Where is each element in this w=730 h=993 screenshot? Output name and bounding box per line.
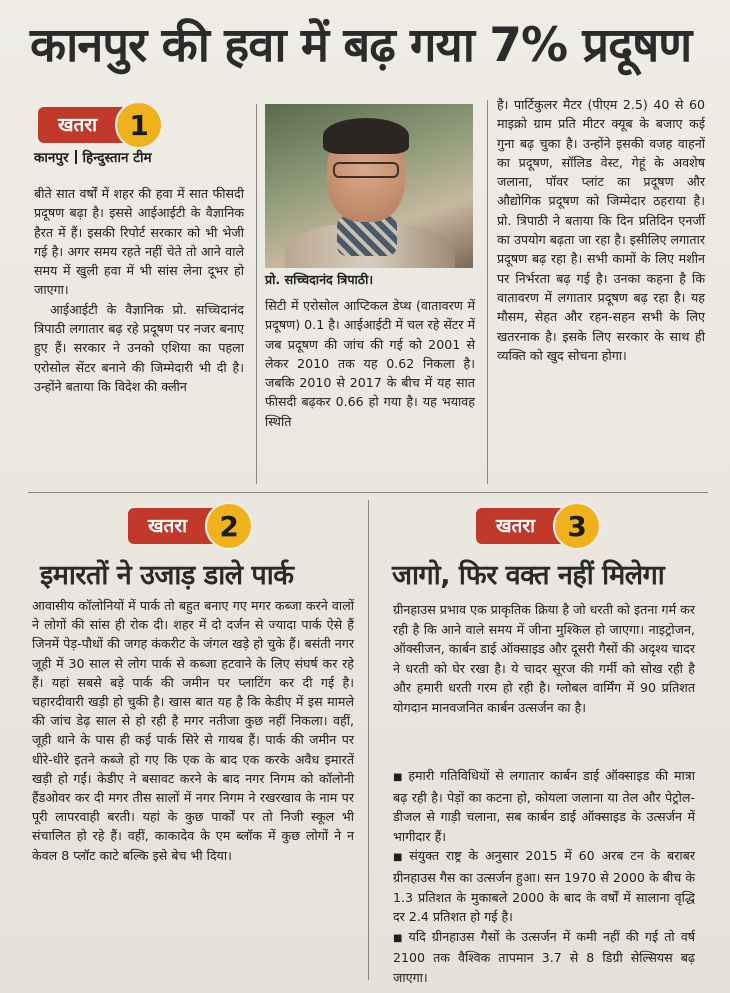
badge-label: खतरा	[38, 107, 137, 143]
story3-paragraph: ग्रीनहाउस प्रभाव एक प्राकृतिक क्रिया है जो धरती को इतना गर्म कर रही है कि आने वाले समय में जीना मुश्किल हो जाएगा। नाइट्रोजन, ऑक्सीजन, कार्बन डाई ऑक्साइड और दूसरी गैसों की अदृश्य चादर ने धरती को घेर रखा है। ये चादर सूरज की गर्मी को सोख रही है और हमारी धरती गरम हो रही है। ग्लोबल वार्मिंग में 90 प्रतिशत योगदान मानवजनित कार्बन उत्सर्जन का है।	[393, 602, 696, 715]
byline	[34, 148, 152, 166]
story1-col3	[497, 95, 705, 365]
story3-intro	[393, 600, 695, 718]
badge-number: 3	[553, 502, 601, 550]
byline-place: कानपुर	[34, 150, 69, 166]
story1-paragraph: आईआईटी के वैज्ञानिक प्रो. सच्चिदानंद त्रिपाठी लगातार बढ़ रहे प्रदूषण पर नजर बनाए हुए हैं। सरकार ने उनको एशिया का पहला एरोसोल सेंटर बनाने की जिम्मेदारी भी दी है। उन्होंने बताया कि विदेश की क्लीन	[34, 301, 244, 394]
story2-title: इमारतों ने उजाड़ डाले पार्क	[40, 560, 294, 591]
story3-bullet	[393, 766, 695, 846]
story1-paragraph: है। पार्टिकुलर मैटर (पीएम 2.5) 40 से 60 माइक्रो ग्राम प्रति मीटर क्यूब के बजाए कई गुना बढ़ चुका है। उन्होंने इसकी वजह वाहनों का प्रदूषण, सॉलिड वेस्ट, गेहूं के अवशेष जलाना, पॉवर प्लांट का प्रदूषण और औद्योगिक प्रदूषण को जिम्मेदार ठहराया है। प्रो. त्रिपाठी ने बताया कि दिन प्रतिदिन एनर्जी का उपयोग बढ़ता जा रहा है। इसीलिए लगातार प्रदूषण बढ़ रहा है। सभी कामों के लिए मशीन पर निर्भरता बढ़ गई है। उनका कहना है कि वातावरण में लगातार प्रदूषण बढ़ रहा है। यह मौसम, सेहत और रहन-सहन सभी के लिए खतरनाक है। इसके लिए सरकार के साथ ही व्यक्ति को खुद सोचना होगा।	[497, 97, 705, 363]
danger-badge-3	[476, 502, 601, 550]
story1-paragraph: बीते सात वर्षों में शहर की हवा में सात फीसदी प्रदूषण बढ़ा है। इससे आईआईटी के वैज्ञानिक हैरत में हैं। इसकी रिपोर्ट सरकार को भी भेजी गई है। अगर समय रहते नहीं चेते तो आने वाले समय में खुली हवा में भी सांस लेना दूभर हो जाएगा।	[34, 186, 244, 298]
story1-col2	[265, 296, 475, 431]
story3-bullets	[393, 766, 695, 988]
badge-number: 2	[205, 502, 253, 550]
headline: कानपुर की हवा में बढ़ गया 7% प्रदूषण	[30, 18, 692, 73]
story3-bullet	[393, 846, 695, 926]
scientist-photo	[265, 104, 473, 268]
story3-title: जागो, फिर वक्त नहीं मिलेगा	[392, 560, 665, 591]
story2-paragraph: आवासीय कॉलोनियों में पार्क तो बहुत बनाए गए मगर कब्जा करने वालों ने लोगों की सांस ही रोक दी। शहर में दो दर्जन से ज्यादा पार्क ऐसे हैं जिनमें पेड़-पौधों की जगह कंकरीट के जंगल खड़े हो चुके हैं। बसंती नगर जूही में 30 साल से लोग पार्क से कब्जा हटवाने के लिए संघर्ष कर रहे हैं। यहां सबसे बड़े पार्क की जमीन पर प्लाटिंग कर दी गई है। चहारदीवारी खड़ी हो चुकी है। खास बात यह है कि केडीए में इस मामले की जांच डेढ़ साल से हो रही है मगर नतीजा कुछ नहीं निकला। वहीं, जूही थाने के पास ही कई पार्क सिरे से गायब हैं। पार्क की जमीन पर धीरे-धीरे इतने कब्जे हो गए कि एक के बाद एक करके अवैध इमारतें खड़ी हो गईं। केडीए ने बसावट करने के बाद नगर निगम को कॉलोनी हैंडओवर कर दी मगर तीस सालों में नगर निगम ने रखरखाव के नाम पर पूरी लापरवाही बरती। यहां के कुछ पार्कों पर तो निजी स्कूल भी संचालित हो रहे हैं। वहीं, काकादेव के एम ब्लॉक में कुछ लोगों ने न केवल 8 प्लॉट काटे बल्कि इसे बेच भी दिया।	[32, 598, 354, 863]
badge-label: खतरा	[128, 508, 227, 544]
byline-source: हिन्दुस्तान टीम	[82, 150, 152, 166]
column-divider	[487, 100, 488, 484]
photo-caption: प्रो. सच्चिदानंद त्रिपाठी।	[265, 272, 374, 287]
column-divider	[368, 500, 369, 980]
story3-bullet	[393, 927, 695, 988]
bullet-text: संयुक्त राष्ट्र के अनुसार 2015 में 60 अरब टन के बराबर ग्रीनहाउस गैस का उत्सर्जन हुआ। सन 1970 से 2000 के बीच के 1.3 प्रतिशत के मुकाबले 2000 के बाद के वर्षों में सालाना वृद्धि दर 2.4 प्रतिशत हो गई है।	[393, 848, 695, 925]
badge-number: 1	[115, 101, 163, 149]
badge-label: खतरा	[476, 508, 575, 544]
section-divider	[28, 492, 708, 493]
column-divider	[256, 104, 257, 484]
danger-badge-2	[128, 502, 253, 550]
story1-paragraph: सिटी में एरोसोल आप्टिकल डेप्थ (वातावरण में प्रदूषण) 0.1 है। आईआईटी में चल रहे सेंटर में जब प्रदूषण की जांच की गई को 2001 से लेकर 2010 तक यह 0.62 निकला है। जबकि 2010 से 2017 के बीच में यह सात फीसदी बढ़कर 0.66 हो गया है। यह भयावह स्थिति	[265, 298, 475, 429]
story2-body	[32, 596, 354, 865]
bullet-text: हमारी गतिविधियों से लगातार कार्बन डाई ऑक्साइड की मात्रा बढ़ रही है। पेड़ों का कटना हो, कोयला जलाना या तेल और पेट्रोल-डीजल से गाड़ी चलाना, सब कार्बन डाई ऑक्साइड के उत्सर्जन में भागीदार हैं।	[393, 768, 696, 844]
bullet-text: यदि ग्रीनहाउस गैसों के उत्सर्जन में कमी नहीं की गई तो वर्ष 2100 तक वैश्विक तापमान 3.7 से 8 डिग्री सेल्सियस बढ़ जाएगा।	[393, 928, 695, 985]
danger-badge-1	[38, 101, 163, 149]
story1-col1	[34, 184, 244, 396]
